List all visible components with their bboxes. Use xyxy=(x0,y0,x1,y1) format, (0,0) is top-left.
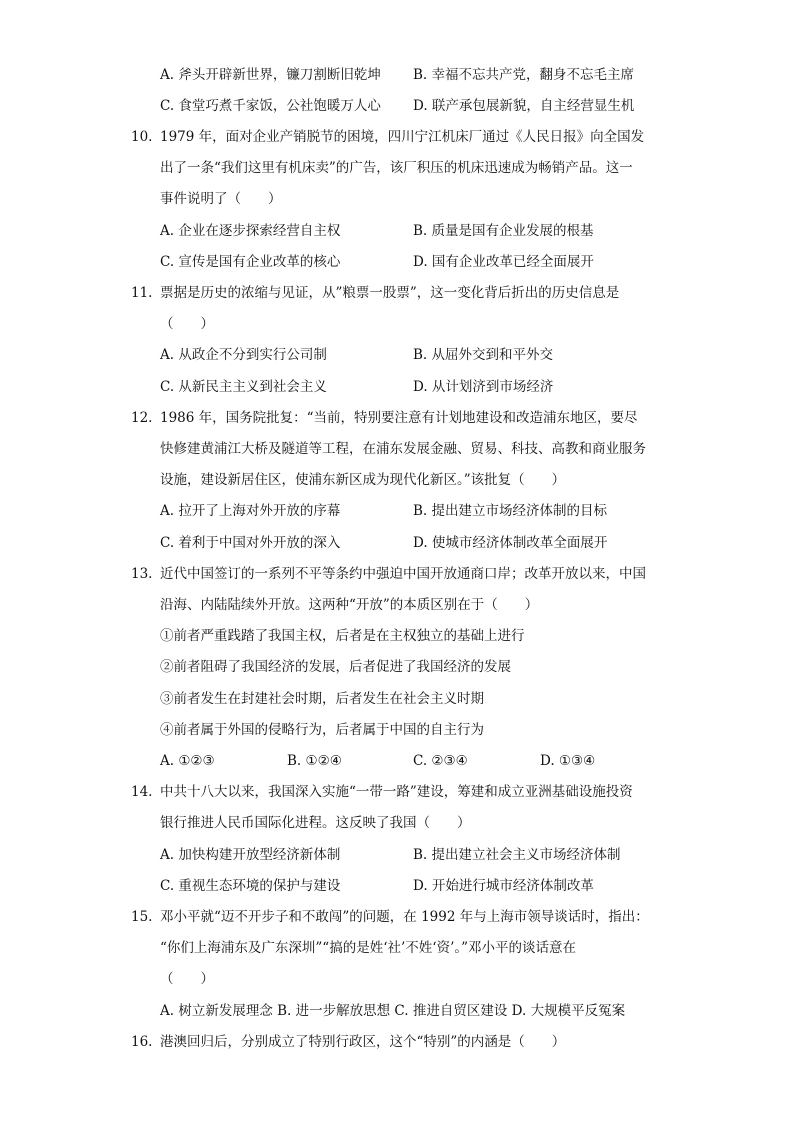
question-10-line-3 xyxy=(0,184,794,215)
option-c: C. 食堂巧煮千家饭，公社饱暖万人心 xyxy=(160,98,381,114)
option-c: C. 宣传是国有企业改革的核心 xyxy=(160,254,341,270)
question-12-line-3 xyxy=(0,465,794,496)
question-10-options-row-2 xyxy=(0,247,794,278)
prev-question-options-row-2 xyxy=(0,91,794,122)
statement-item: ②前者阻碍了我国经济的发展，后者促进了我国经济的发展 xyxy=(160,659,511,675)
statement-item: ①前者严重践踏了我国主权，后者是在主权独立的基础上进行 xyxy=(160,628,525,644)
question-stem-text: 银行推进人民币国际化进程。这反映了我国（ ） xyxy=(160,815,471,831)
question-10-options-row-1 xyxy=(0,216,794,247)
question-13-line-2 xyxy=(0,590,794,621)
question-stem-text: 沿海、内陆陆续外开放。这两种“开放”的本质区别在于（ ） xyxy=(160,597,539,613)
option-a: A. 斧头开辟新世界，镰刀割断旧乾坤 xyxy=(160,67,381,83)
question-stem-text: 快修建黄浦江大桥及隧道等工程，在浦东发展金融、贸易、科技、高教和商业服务 xyxy=(160,441,646,457)
question-stem-text: （ ） xyxy=(160,316,214,332)
question-11-line-1 xyxy=(0,278,794,309)
question-13-options-row xyxy=(0,746,794,777)
option-d: D. 使城市经济体制改革全面展开 xyxy=(413,535,608,551)
question-13-statement-1 xyxy=(0,621,794,652)
question-16-line-1 xyxy=(0,1027,794,1058)
question-stem-text: 港澳回归后，分别成立了特别行政区，这个“特别”的内涵是（ ） xyxy=(160,1034,566,1050)
question-stem-text: 1986 年，国务院批复：“当前，特别要注意有计划地建设和改造浦东地区，要尽 xyxy=(160,410,638,426)
statement-item: ④前者属于外国的侵略行为，后者属于中国的自主行为 xyxy=(160,722,484,738)
option-a: A. 从政企不分到实行公司制 xyxy=(160,347,327,363)
question-12-line-2 xyxy=(0,434,794,465)
question-stem-text: 邓小平就“迈不开步子和不敢闯”的问题，在 1992 年与上海市领导谈话时，指出： xyxy=(160,909,649,925)
question-stem-text: 设施，建设新居住区，使浦东新区成为现代化新区。”该批复（ ） xyxy=(160,472,566,488)
question-14-options-row-1 xyxy=(0,840,794,871)
option-b: B. 幸福不忘共产党，翻身不忘毛主席 xyxy=(413,67,635,83)
prev-question-options-row-1 xyxy=(0,60,794,91)
option-c: C. 从新民主主义到社会主义 xyxy=(160,379,327,395)
statement-item: ③前者发生在封建社会时期，后者发生在社会主义时期 xyxy=(160,691,484,707)
question-15-options-row xyxy=(0,996,794,1027)
option-d: D. ①③④ xyxy=(540,753,596,769)
question-13-statement-2 xyxy=(0,652,794,683)
question-13-statement-3 xyxy=(0,684,794,715)
question-stem-text: 出了一条“我们这里有机床卖”的广告，该厂积压的机床迅速成为畅销产品。这一 xyxy=(160,160,633,176)
question-11-line-2 xyxy=(0,309,794,340)
question-12-options-row-2 xyxy=(0,528,794,559)
option-d: D. 开始进行城市经济体制改革 xyxy=(413,878,594,894)
question-number: 13. xyxy=(131,566,153,582)
option-d: D. 从计划济到市场经济 xyxy=(413,379,554,395)
question-12-options-row-1 xyxy=(0,496,794,527)
question-stem-text: 近代中国签订的一系列不平等条约中强迫中国开放通商口岸；改革开放以来，中国 xyxy=(160,566,646,582)
question-number: 10. xyxy=(131,129,153,145)
question-10-line-1 xyxy=(0,122,794,153)
question-11-options-row-1 xyxy=(0,340,794,371)
question-15-line-3 xyxy=(0,964,794,995)
option-a: A. 企业在逐步探索经营自主权 xyxy=(160,223,341,239)
option-d: D. 国有企业改革已经全面展开 xyxy=(413,254,594,270)
option-b: B. 提出建立社会主义市场经济体制 xyxy=(413,847,621,863)
question-11-options-row-2 xyxy=(0,372,794,403)
question-stem-text: 事件说明了（ ） xyxy=(160,191,282,207)
option-c: C. 重视生态环境的保护与建设 xyxy=(160,878,341,894)
option-b: B. 提出建立市场经济体制的目标 xyxy=(413,503,608,519)
question-number: 12. xyxy=(131,410,153,426)
question-15-line-2 xyxy=(0,933,794,964)
option-a: A. 拉开了上海对外开放的序幕 xyxy=(160,503,341,519)
question-number: 14. xyxy=(131,784,153,800)
option-d: D. 联产承包展新貌，自主经营显生机 xyxy=(413,98,635,114)
question-13-line-1 xyxy=(0,559,794,590)
question-stem-text: 1979 年，面对企业产销脱节的困境，四川宁江机床厂通过《人民日报》向全国发 xyxy=(160,129,645,145)
question-15-line-1 xyxy=(0,902,794,933)
question-14-options-row-2 xyxy=(0,871,794,902)
option-a: A. ①②③ xyxy=(160,753,215,769)
question-stem-text: 票据是历史的浓缩与见证，从”粮票一股票”，这一变化背后折出的历史信息是 xyxy=(160,285,620,301)
option-a: A. 加快构建开放型经济新体制 xyxy=(160,847,341,863)
question-14-line-1 xyxy=(0,777,794,808)
question-number: 15. xyxy=(131,909,153,925)
option-c: C. 着利于中国对外开放的深入 xyxy=(160,535,341,551)
question-14-line-2 xyxy=(0,808,794,839)
question-12-line-1 xyxy=(0,403,794,434)
question-stem-text: “你们上海浦东及广东深圳”“搞的是姓‘社’不姓‘资’。”邓小平的谈话意在 xyxy=(160,940,577,956)
question-stem-text: 中共十八大以来，我国深入实施“一带一路”建设，筹建和成立亚洲基础设施投资 xyxy=(160,784,633,800)
option-b: B. 质量是国有企业发展的根基 xyxy=(413,223,594,239)
question-13-statement-4 xyxy=(0,715,794,746)
question-stem-text: （ ） xyxy=(160,971,214,987)
question-10-line-2 xyxy=(0,153,794,184)
question-number: 16. xyxy=(131,1034,153,1050)
question-number: 11. xyxy=(131,285,153,301)
option-c: C. ②③④ xyxy=(413,753,468,769)
option-b: B. 从屈外交到和平外交 xyxy=(413,347,554,363)
options-inline: A. 树立新发展理念 B. 进一步解放思想 C. 推进自贸区建设 D. 大规模平反冤案 xyxy=(160,1003,626,1019)
option-b: B. ①②④ xyxy=(287,753,342,769)
